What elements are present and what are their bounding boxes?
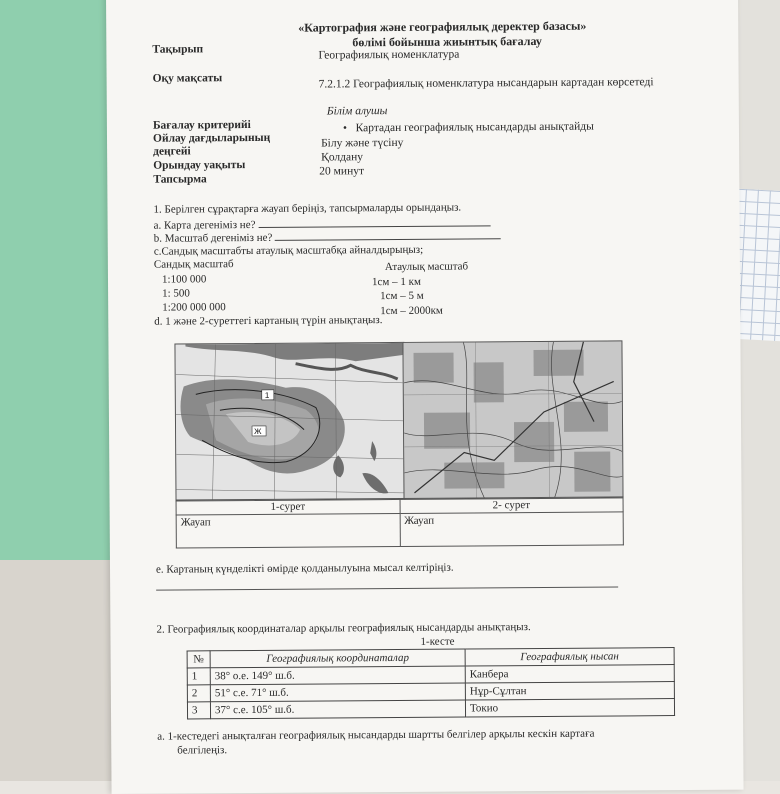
answer-label-2: Жауап (404, 514, 435, 527)
page-title-line1: «Картография және географиялық деректер базасы» (298, 18, 587, 35)
thinking-label-2: деңгейі (153, 145, 191, 158)
table-caption: 1-кесте (420, 635, 455, 648)
task-label: Тапсырма (153, 173, 207, 186)
page-title-line2: бөлімі бойынша жиынтық бағалау (352, 33, 542, 50)
named-scale-3: 1см – 2000км (380, 304, 443, 318)
header-coordinates: Географиялық координаталар (210, 649, 465, 668)
criteria-label: Бағалау критерийі (152, 118, 251, 132)
answer-cell-2[interactable] (400, 512, 624, 547)
row-coordinates: 51° с.е. 71° ш.б. (210, 683, 465, 702)
answer-cell-1[interactable] (176, 513, 400, 548)
goal-label: Оқу мақсаты (152, 72, 223, 85)
row-object[interactable]: Нұр-Сұлтан (465, 682, 674, 700)
named-scale-header: Атаулық масштаб (384, 260, 469, 274)
map-figure-1 (174, 342, 405, 502)
numeric-scale-3: 1:200 000 000 (162, 301, 226, 314)
named-scale-2: 1см – 5 м (380, 289, 424, 303)
numeric-scale-header: Сандық масштаб (153, 258, 234, 271)
map-answer-table (176, 496, 624, 548)
thinking-label-1: Ойлау дағдыларының (152, 131, 271, 145)
criteria-text: Картадан географиялық нысандарды анықтайды (355, 120, 594, 135)
fig1-caption: 1-сурет (176, 498, 400, 515)
row-number: 1 (187, 668, 210, 685)
row-object[interactable]: Токио (465, 699, 674, 717)
row-number: 2 (187, 685, 210, 702)
fig2-caption: 2- сурет (400, 497, 624, 514)
question-a-text: a. Карта дегеніміз не? (153, 218, 256, 232)
map-marker-1: 1 (264, 390, 270, 400)
numeric-scale-1: 1:100 000 (161, 273, 207, 286)
task1-question-b (154, 228, 501, 244)
coordinates-table (187, 647, 675, 719)
worksheet-page (106, 0, 744, 794)
task2-question-a-line1: a. 1-кестедегі анықталған географиялық нысандарды шартты белгілер арқылы кескін картаға (157, 727, 595, 743)
task1-question-c: c.Сандық масштабты атаулық масштабқа айналдырыңыз; (153, 243, 424, 258)
row-coordinates: 38° о.е. 149° ш.б. (210, 666, 465, 685)
header-number: № (187, 651, 210, 668)
green-background (0, 0, 112, 560)
answer-label-1: Жауап (180, 516, 211, 529)
topic-label: Тақырып (152, 43, 204, 56)
learner-label: Білім алушы (326, 105, 388, 118)
thinking-value-1: Білу және түсіну (321, 136, 404, 150)
task2-intro: 2. Географиялық координаталар арқылы географиялық нысандарды анықтаңыз. (156, 621, 531, 636)
task1-intro: 1. Берілген сұрақтарға жауап беріңіз, тапсырмаларды орындаңыз. (153, 201, 462, 216)
numeric-scale-2: 1: 500 (162, 287, 190, 300)
time-label: Орындау уақыты (153, 159, 246, 172)
map-figure-2 (402, 340, 623, 500)
row-number: 3 (187, 702, 210, 719)
question-b-text: b. Масштаб дегеніміз не? (153, 231, 273, 245)
goal-value: 7.2.1.2 Географиялық номенклатура нысандарын картадан көрсетеді (318, 76, 654, 91)
answer-line-a[interactable] (258, 215, 490, 228)
answer-line-b[interactable] (275, 228, 501, 241)
task2-question-a-line2: белгілеңіз. (177, 744, 228, 757)
row-coordinates: 37° с.е. 105° ш.б. (210, 700, 465, 719)
topographic-map-image (403, 341, 622, 499)
task1-question-d: d. 1 және 2-суреттегі картаның түрін анықтаңыз. (154, 314, 383, 328)
bullet-icon: • (342, 122, 356, 135)
thinking-value-2: Қолдану (321, 151, 364, 164)
table-row (187, 699, 674, 719)
task1-question-e: e. Картаның күнделікті өмірде қолданылуына мысал келтіріңіз. (155, 561, 454, 576)
australia-map-image (175, 343, 404, 501)
named-scale-1: 1см – 1 км (371, 275, 421, 289)
row-object[interactable]: Канбера (465, 665, 674, 683)
topic-value: Географиялық номенклатура (318, 48, 460, 62)
map-marker-2: Ж (254, 426, 262, 436)
time-value: 20 минут (319, 165, 365, 178)
criteria-value (343, 121, 594, 135)
header-object: Географиялық нысан (465, 648, 674, 666)
answer-line-e[interactable] (156, 586, 618, 590)
